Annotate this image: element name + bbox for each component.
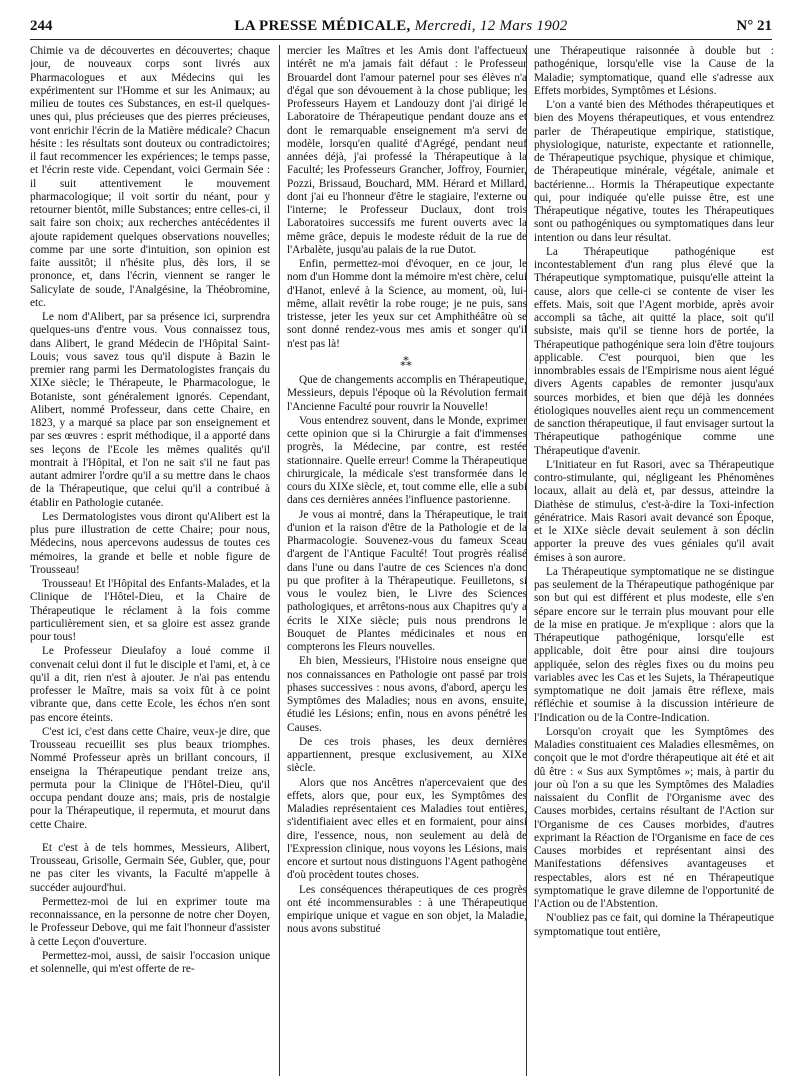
paragraph: Enfin, permettez-moi d'évoquer, en ce jour, le nom d'un Homme dont la mémoire m'est chère, celui d'Hanot, enlevé à la Science, au moment, où, lui-même, allait revêtir la robe rouge; je ne puis, sans tristesse, jeter les yeux sur cet Amphithéâtre où se sont donné rendez-vous mes amis et songer qu'il n'est pas là!: [287, 258, 527, 350]
page-number: 244: [30, 18, 53, 34]
journal-title: [30, 18, 772, 35]
paragraph: L'Initiateur en fut Rasori, avec sa Thérapeutique contro-stimulante, qui, négligeant les Phénomènes locaux, allait au delà et, par dessus, atteindre la Diathèse de stimulus, c'est-à-dire la Toxi-infection génératrice. Mais Rasori avait devancé son Époque, et le XIXe siècle devait seulement à son déclin apporter la preuve des vues géniales qu'il avait émises à son aurore.: [534, 458, 774, 564]
paragraph: une Thérapeutique raisonnée à double but : pathogénique, lorsqu'elle vise la Cause de la Maladie; symptomatique, quand elle s'adresse aux Effets morbides, Symptômes et Lésions.: [534, 45, 774, 97]
paragraph: Le Professeur Dieulafoy a loué comme il convenait celui dont il fut le disciple et l'ami, et, à ce qu'il a dit, rien n'est à ajouter. Je n'ai pas entendu professer le Maître, mais sa voix fût à ce point vibrante que, dans cette Ecole, les échos n'en sont pas encore éteints.: [30, 645, 270, 724]
paragraph: Permettez-moi, aussi, de saisir l'occasion unique et solennelle, qui m'est offerte de re-: [30, 949, 270, 975]
paragraph: Et c'est à de tels hommes, Messieurs, Alibert, Trousseau, Grisolle, Germain Sée, Gubler, que, pour ne pas citer les vivants, la Faculté m'appelle à succéder aujourd'hui.: [30, 841, 270, 894]
journal-name: LA PRESSE MÉDICALE,: [234, 18, 411, 34]
page-header: [30, 18, 772, 38]
paragraph: Alors que nos Ancêtres n'apercevaient que des effets, alors que, pour eux, les Symptômes des Maladies représentaient ces Maladies tout entières, s'identifiaient avec elles et en formaient, pour ainsi dire, l'essence, nous, non seulement au delà de l'Expression clinique, nous voyons les Lésions, mais encore et surtout nous distinguons l'Agent pathogène d'où procèdent toutes choses.: [287, 776, 527, 882]
paragraph: L'on a vanté bien des Méthodes thérapeutiques et bien des Moyens thérapeutiques, et vous entendrez parler de Thérapeutique empirique, statistique, physiologique, naturiste, expectante et rationnelle, de Thérapeutique psychique, physique et chimique, de Thérapeutique minérale, végétale, animale et bactérienne... Hormis la Thérapeutique expectante qui, pour indiquée qu'elle puisse être, est une Thérapeutique négative, toutes les Thérapeutiques sont ou pathogéniques ou symptomatiques dans leur intention ou dans leur résultat.: [534, 99, 774, 244]
paragraph: Permettez-moi de lui en exprimer toute ma reconnaissance, en la personne de notre cher Doyen, le Professeur Debove, qui me fait l'honneur d'assister à cette Leçon d'ouverture.: [30, 895, 270, 948]
paragraph: C'est ici, c'est dans cette Chaire, veux-je dire, que Trousseau recueillit ses plus beaux triomphes. Nommé Professeur après un brillant concours, il enseigna la Thérapeutique pendant treize ans, permuta pour la Clinique de l'Hôtel-Dieu, qu'il occupa pendant douze ans; mais, pris de nostalgie pour la Thérapeutique, il repermuta, et mourut dans cette Chaire.: [30, 725, 270, 831]
paragraph: Le nom d'Alibert, par sa présence ici, surprendra quelques-uns d'entre vous. Vous connaissez tous, dans Alibert, le grand Médecin de l'Hôpital Saint-Louis; vous savez tous qu'il dispute à Bazin le premier rang parmi les Dermatologistes français du XIXe siècle; le Thérapeute, le Pharmacologue, le Botaniste, sont généralement ignorés. Cependant, Alibert, nommé Professeur, dans cette Chaire, en 1823, y a marqué sa place par son enseignement et par ses œuvres : esprit méthodique, il a apporté dans ses leçons de l'Ecole les mêmes qualités qu'il montrait à l'Hôpital, et l'on ne sait s'il ne faut pas autant admirer l'ordre qu'il a su mettre dans le chaos de la Thérapeutique, que celui qu'il a contribué à établir en Pathologie cutanée.: [30, 311, 270, 509]
issue-number: N° 21: [736, 18, 772, 34]
column-2: [287, 45, 527, 1076]
header-rule: [30, 39, 772, 40]
paragraph: Vous entendrez souvent, dans le Monde, exprimer cette opinion que si la Chirurgie a fait d'immenses progrès, la Médecine, par contre, est restée stationnaire. Quelle erreur! Comme la Thérapeutique chirurgicale, la médicale s'est transformée dans le cours du XIXe siècle, et, tout comme elle, elle a subi dans ces dernières années l'influence pastorienne.: [287, 414, 527, 507]
paragraph: Trousseau! Et l'Hôpital des Enfants-Malades, et la Clinique de l'Hôtel-Dieu, et la Chaire de Thérapeutique le réclament à la fois comme particulièrement sien, et sa gloire est assez grande pour tous!: [30, 578, 270, 643]
paragraph: Lorsqu'on croyait que les Symptômes des Maladies constituaient ces Maladies ellesmêmes, on conçoit que le mot d'ordre thérapeutique ait été et ait dû être : « Sus aux Symptômes »; mais, à partir du jour où l'on a su que les Symptômes des Maladies naissaient du Conflit de l'Organisme avec des Causes morbides, certains résultant de l'Action sur l'Organisme de ces Causes morbides, d'autres exprimant la Réaction de l'Organisme en face de ces Causes morbides et représentant ainsi des Manifestations défensives avantageuses et respectables, alors est né en Thérapeutique symptomatique le grave dilemne de l'opportunité de l'Action ou de l'Abstention.: [534, 725, 774, 910]
column-3: [534, 45, 774, 1076]
paragraph: Eh bien, Messieurs, l'Histoire nous enseigne que nos connaissances en Pathologie ont passé par trois phases successives : nous avons, d'abord, aperçu les Symptômes des Maladies; nous en avons, ensuite, étudié les Lésions; enfin, nous en avons pénétré les Causes.: [287, 655, 527, 734]
issue-date: Mercredi, 12 Mars 1902: [414, 18, 568, 34]
paragraph: N'oubliez pas ce fait, qui domine la Thérapeutique symptomatique tout entière,: [534, 912, 774, 938]
paragraph: Les Dermatologistes vous diront qu'Alibert est la plus pure illustration de cette Chaire; pour nous, Médecins, nous apercevons audessus de toutes ces mémoires, la grande et belle et noble figure de Trousseau!: [30, 510, 270, 576]
paragraph: Je vous ai montré, dans la Thérapeutique, le trait d'union et la raison d'être de la Pathologie et de la Pharmacologie. Souvenez-vous du fameux Sceau d'argent de l'Antique Faculté! Tout progrès réalisé dans l'une ou dans l'autre de ces Sciences n'a donc pu que profiter à la Thérapeutique. Feuilletons, si vous le voulez bien, le Livre des Sciences pathologiques, et arrêtons-nous aux Chapitres qu'y a écrits le XIXe siècle; puis nous prendrons le Bouquet de Plantes médicinales et nous en compterons les Fleurs nouvelles.: [287, 508, 527, 653]
paragraph: Les conséquences thérapeutiques de ces progrès ont été incommensurables : à une Thérapeutique empirique unique et vague en son objet, la Maladie, nous avons substitué: [287, 883, 527, 936]
paragraph: La Thérapeutique symptomatique ne se distingue pas seulement de la Thérapeutique pathogénique par son but qui est différent et plus modeste, elle s'en sépare encore sur le terrain plus mouvant pour elle de la mise en pratique. Je m'explique : alors que la Thérapeutique pathogénique, lorsqu'elle est applicable, doit être pour ainsi dire toujours appliquée, selon des règles fixes ou du moins peu variables avec les Cas et les Sujets, la Thérapeutique symptomatique ne doit jamais être réflexe, mais réfléchie et soumise à la discussion intérieure de l'Indication ou de la Contre-Indication.: [534, 565, 774, 724]
paragraph: mercier les Maîtres et les Amis dont l'affectueux intérêt ne m'a jamais fait défaut : le Professeur Brouardel dont l'amour paternel pour ses élèves n'a d'égal que son dévouement à la chose publique; les Professeurs Hayem et Landouzy dont j'ai dirigé le Laboratoire de Thérapeutique pendant douze ans et dont le remarquable enseignement m'a servi de modèle, lorsqu'en qualité d'Agrégé, pendant neuf années déjà, j'ai professé la Thérapeutique à la Faculté; les Professeurs Grancher, Joffroy, Fournier, Pozzi, Brissaud, Bouchard, MM. Hérard et Millard, dont j'ai eu l'honneur d'être le stagiaire, l'externe ou l'interne; le Professeur Duclaux, dont trois Laboratoires successifs me furent ouverts avec la même grâce, depuis le modeste réduit de la rue de l'Arbalète, jusqu'au palais de la rue Dutot.: [287, 45, 527, 256]
section-separator: ⁂: [400, 354, 414, 369]
paragraph: La Thérapeutique pathogénique est incontestablement d'un rang plus élevé que la Thérapeutique symptomatique, puisqu'elle atteint la cause, alors que celle-ci se contente de viser les effets. Mais, soit que l'Agent morbide, après avoir accompli sa tâche, ait quitté la place, soit qu'il subsiste, mais qu'il se tienne hors de portée, la Thérapeutique pathogénique sera loin d'être toujours applicable. C'est pourquoi, bien que les innombrables essais de l'Empirisme nous aient légué divers Agents capables de remonter jusqu'aux sources morbides, et bien que déjà les données étiologiques nouvelles aient reçu un commencement de sanction thérapeutique, il faut envisager surtout la Thérapeutique pathogénique comme une Thérapeutique d'avenir.: [534, 245, 774, 457]
article-body: [30, 45, 772, 1076]
paragraph: De ces trois phases, les deux dernières appartiennent, presque exclusivement, au XIXe siècle.: [287, 735, 527, 775]
paragraph: Chimie va de découvertes en découvertes; chaque jour, de nouveaux corps sont livrés aux Pharmacologues et aux Médecins qui les expérimentent sur l'Homme et sur les Animaux; au milieu de toutes ces Substances, en est-il quelques-unes qui, plus précieuses que des pierres précieuses, vont enrichir l'écrin de la Matière médicale? Chacun hésite : les résultats sont douteux ou contradictoires; il faut recommencer les expériences; le temps passe, et l'écrin reste vide. Cependant, voici Germain Sée : il suit attentivement le mouvement pharmacologique; il voit sortir du néant, pour y retourner bientôt, mille Substances; entre celles-ci, il sait faire son choix; aux recherches antécédentes il ajoute rapidement quelques observations nouvelles; comme par une sorte d'intuition, son opinion est faite aussitôt; il n'hésite plus, dès lors, il se prononce, et, dans l'écrin, viennent se ranger le Salicylate de soude, l'Analgésine, la Théobromine, etc.: [30, 45, 270, 309]
column-1: [30, 45, 270, 1076]
paragraph: Que de changements accomplis en Thérapeutique, Messieurs, depuis l'époque où la Révolution fermait l'Ancienne Faculté pour rouvrir la Nouvelle!: [287, 374, 527, 413]
